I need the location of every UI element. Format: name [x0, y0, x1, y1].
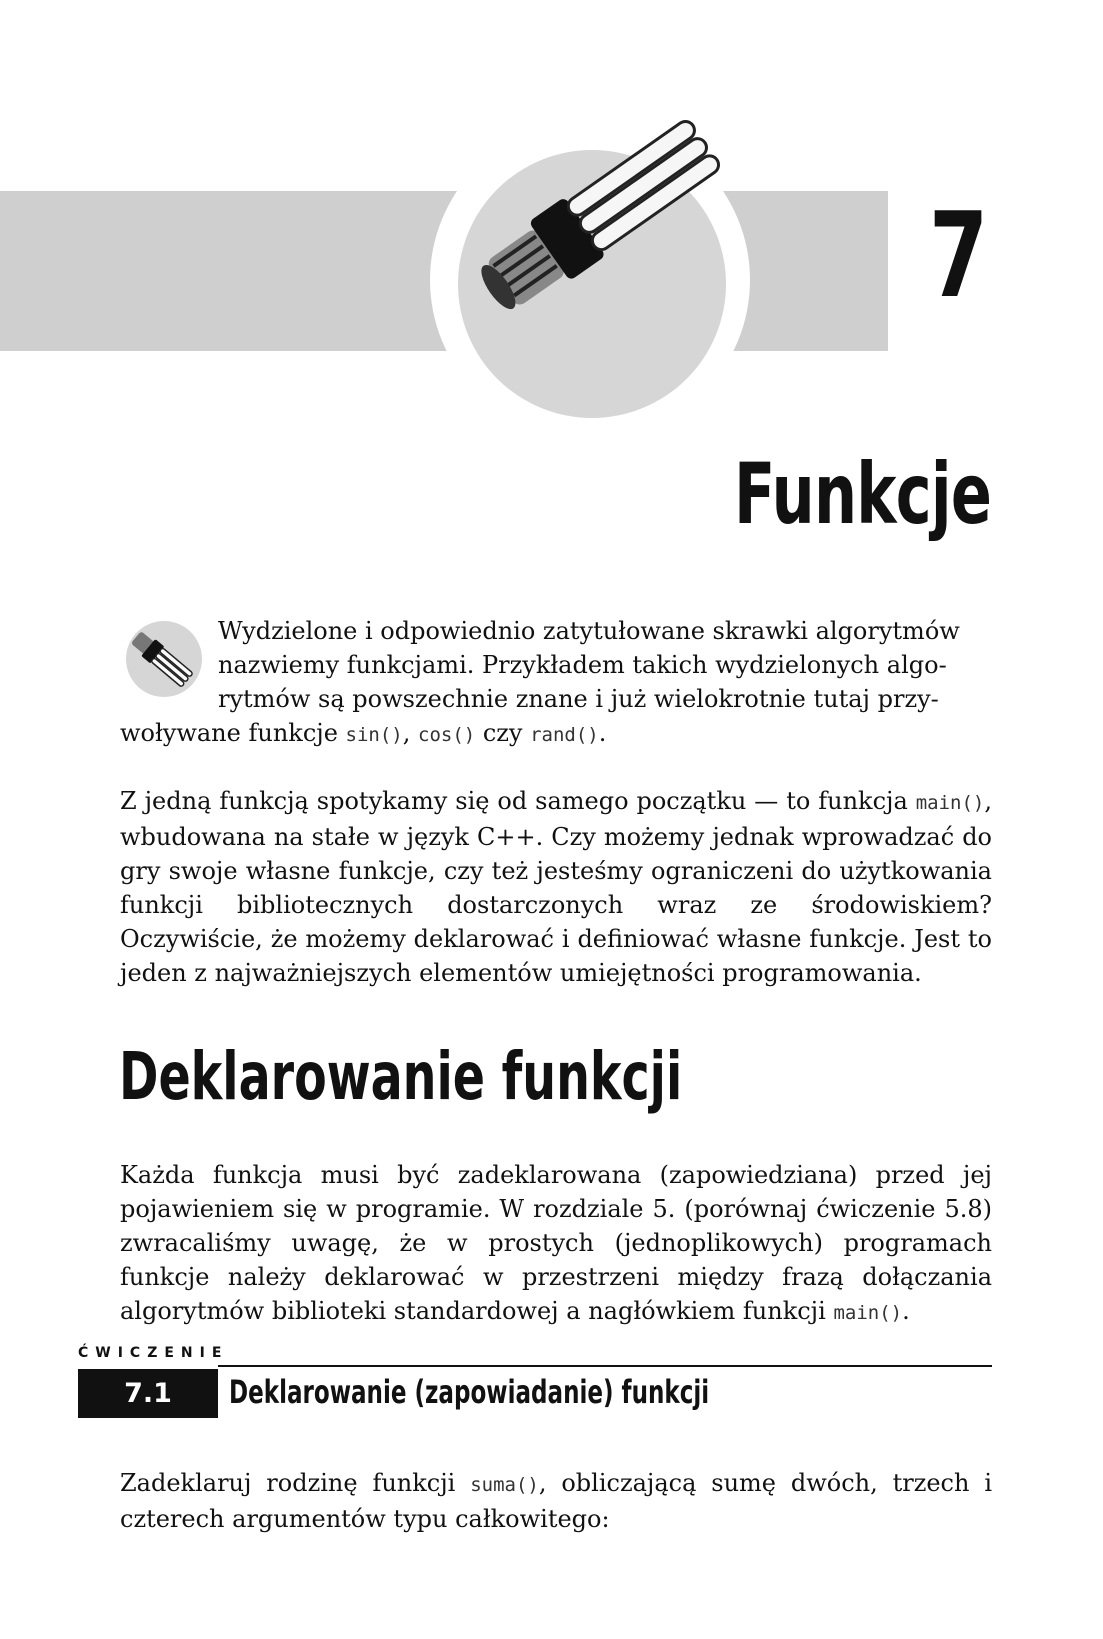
intro-line — [120, 716, 992, 752]
declaration-paragraph — [120, 1158, 992, 1330]
intro-paragraph — [120, 614, 992, 752]
code-main: main() — [833, 1302, 903, 1324]
paragraph-text: Każda funkcja musi być zadeklarowana (zapowiedziana) przed jej pojawieniem się w programie. W rozdziale 5. (porównaj ćwiczenie 5.8) zwracaliśmy uwagę, że w prostych (jednoplikowych) programach funkcje należy deklarować w przestrzeni między frazą dołączania algorytmów biblioteki standardowej a nagłówkiem funkcji — [120, 1161, 992, 1325]
intro-text: . — [598, 719, 607, 747]
intro-line: Wydzielone i odpowiednio zatytułowane skrawki algorytmów — [218, 617, 960, 645]
intro-line: rytmów są powszechnie znane i już wielokrotnie tutaj przy- — [218, 685, 939, 713]
code-sin: sin() — [345, 724, 403, 746]
exercise-paragraph — [120, 1466, 992, 1536]
exercise-number: 7.1 — [78, 1369, 218, 1418]
intro-text: czy — [475, 719, 531, 747]
paragraph-text: , wbudowana na stałe w język C++. Czy możemy jednak wprowadzać do gry swoje własne funkcje, czy też jesteśmy ograniczeni do użytkowania funkcji bibliotecznych dostarczonych wraz ze środowiskiem? Oczywiście, że możemy deklarować i definiować własne funkcje. Jest to jeden z najważniejszych elementów umiejętności programowania. — [120, 787, 992, 987]
intro-line: nazwiemy funkcjami. Przykładem takich wydzielonych algo- — [218, 651, 947, 679]
intro-text: , — [402, 719, 418, 747]
paragraph-text: Zadeklaruj rodzinę funkcji — [120, 1469, 471, 1497]
code-rand: rand() — [530, 724, 599, 746]
main-function-paragraph — [120, 784, 992, 990]
paragraph-text: Z jedną funkcją spotykamy się od samego początku — to funkcja — [120, 787, 916, 815]
code-main: main() — [915, 792, 985, 814]
exercise-divider — [218, 1365, 992, 1367]
lightbulb-icon — [440, 110, 740, 370]
exercise-title: Deklarowanie (zapowiadanie) funkcji — [229, 1373, 710, 1411]
section-heading: Deklarowanie funkcji — [119, 1038, 683, 1115]
code-suma: suma() — [470, 1474, 539, 1496]
paragraph-text: , obliczającą sumę dwóch, trzech i czterech argumentów typu całkowitego: — [120, 1469, 992, 1533]
paragraph-text: . — [902, 1297, 910, 1325]
intro-text: woływane funkcje — [120, 719, 346, 747]
chapter-number: 7 — [928, 186, 988, 324]
code-cos: cos() — [418, 724, 476, 746]
chapter-title: Funkcje — [733, 445, 991, 543]
exercise-label: ĆWICZENIE — [78, 1345, 229, 1361]
